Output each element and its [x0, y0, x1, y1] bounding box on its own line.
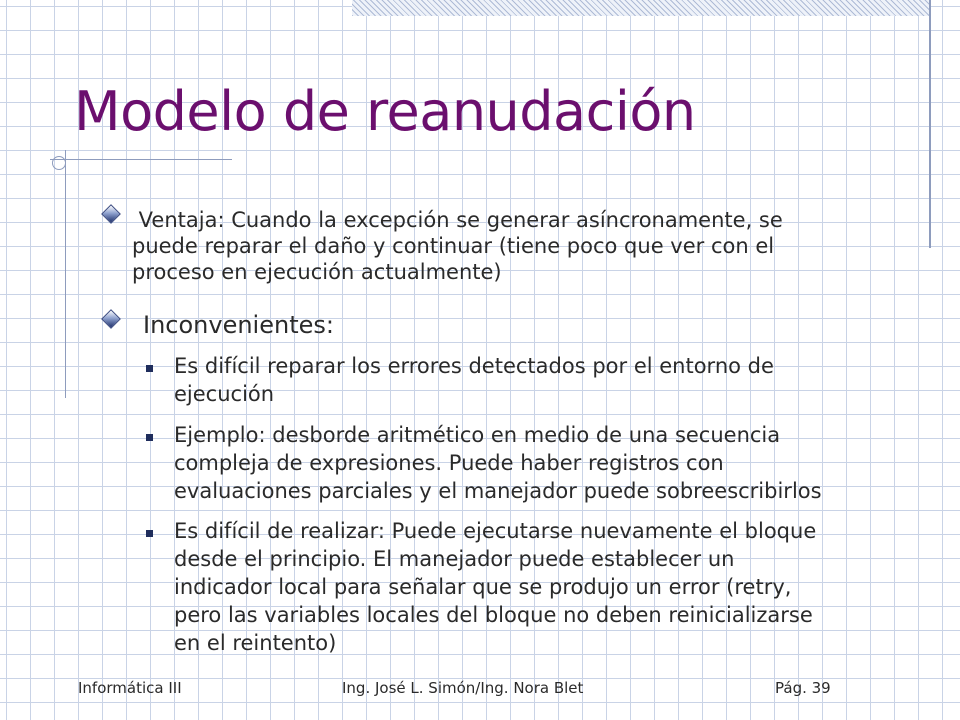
left-accent-line	[65, 150, 66, 398]
subbullet-3	[174, 517, 904, 657]
subbullet-line: compleja de expresiones. Puede haber registros con	[174, 451, 724, 475]
diamond-bullet-icon	[101, 204, 121, 224]
bullet-disadvantages	[143, 311, 334, 339]
square-bullet-icon	[146, 365, 153, 372]
right-accent-line	[929, 0, 931, 248]
diamond-bullet-icon	[101, 309, 121, 329]
square-bullet-icon	[146, 434, 153, 441]
slide-title: Modelo de reanudación	[74, 80, 696, 143]
subbullet-line: Es difícil de realizar: Puede ejecutarse nuevamente el bloque	[174, 519, 817, 543]
bullet-line: proceso en ejecución actualmente)	[132, 260, 502, 284]
crosshair-circle-icon	[52, 156, 66, 170]
header-hatch-band	[352, 0, 930, 16]
footer-course: Informática III	[78, 679, 182, 697]
subbullet-1	[174, 352, 904, 408]
footer-authors: Ing. José L. Simón/Ing. Nora Blet	[342, 679, 584, 697]
bullet-line: Inconvenientes:	[143, 311, 334, 339]
footer-page-number: Pág. 39	[775, 679, 831, 697]
subbullet-line: indicador local para señalar que se produjo un error (retry,	[174, 575, 792, 599]
bullet-line: Ventaja: Cuando la excepción se generar asíncronamente, se	[132, 208, 783, 232]
subbullet-line: desde el principio. El manejador puede establecer un	[174, 547, 735, 571]
subbullet-line: ejecución	[174, 382, 275, 406]
subbullet-line: evaluaciones parciales y el manejador puede sobreescribirlos	[174, 479, 822, 503]
subbullet-line: pero las variables locales del bloque no deben reinicializarse	[174, 603, 813, 627]
subbullet-line: Es difícil reparar los errores detectados por el entorno de	[174, 354, 774, 378]
square-bullet-icon	[146, 530, 153, 537]
bullet-advantage	[132, 207, 783, 285]
subbullet-2	[174, 421, 904, 505]
subbullet-line: en el reintento)	[174, 631, 337, 655]
title-underline	[50, 159, 232, 160]
bullet-line: puede reparar el daño y continuar (tiene poco que ver con el	[132, 234, 775, 258]
subbullet-line: Ejemplo: desborde aritmético en medio de una secuencia	[174, 423, 781, 447]
